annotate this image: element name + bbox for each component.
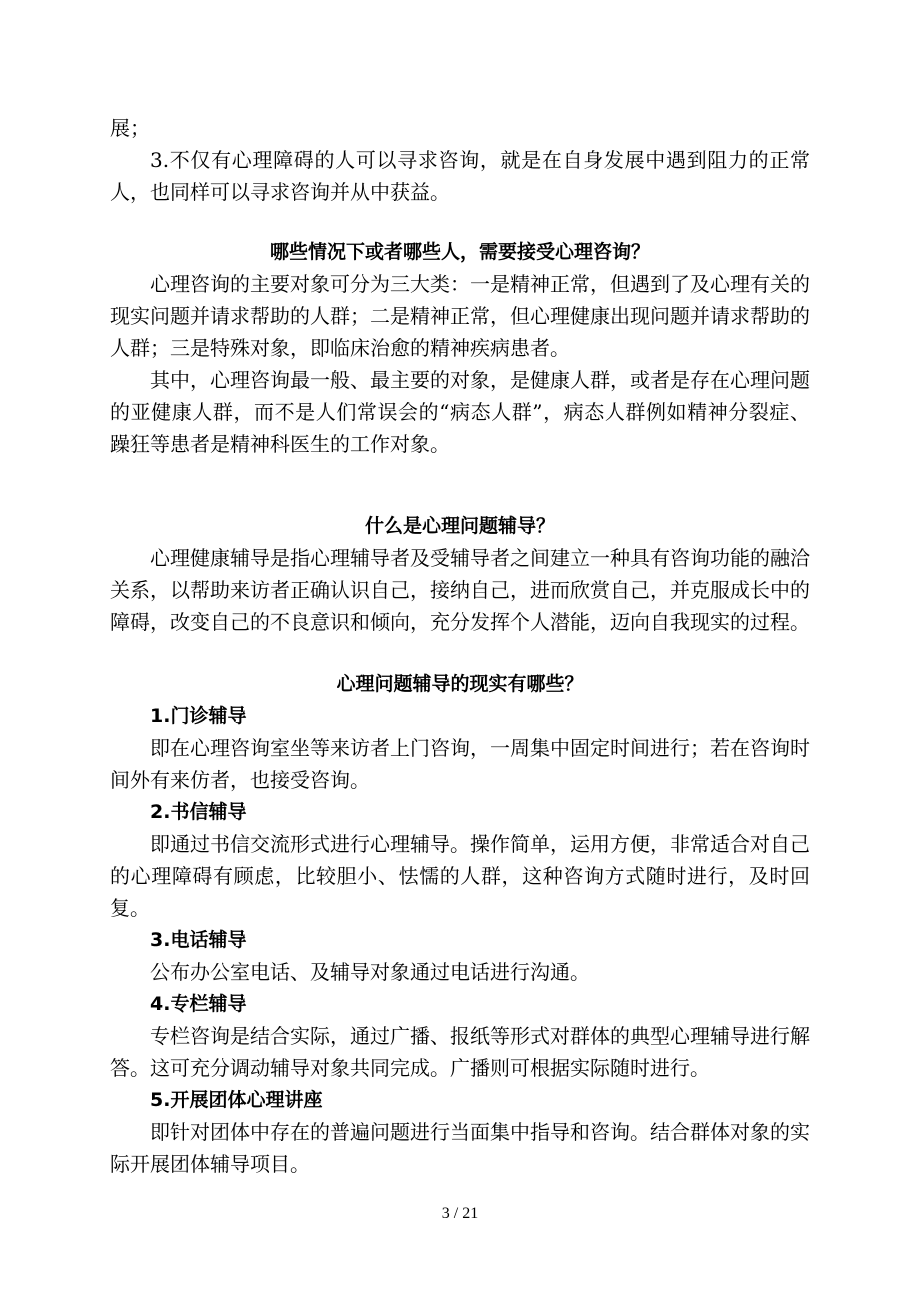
section-heading-forms: 心理问题辅导的现实有哪些？ xyxy=(336,673,584,695)
paragraph: 即针对团体中存在的普遍问题进行当面集中指导和咨询。结合群体对象的实际开展团体辅导项目。 xyxy=(110,1120,810,1176)
section-heading-what: 什么是心理问题辅导？ xyxy=(364,515,555,537)
section-heading-who: 哪些情况下或者哪些人，需要接受心理咨询？ xyxy=(269,241,650,263)
paragraph: 即在心理咨询室坐等来访者上门咨询，一周集中固定时间进行；若在咨询时间外有来仿者，也接受咨询。 xyxy=(110,736,810,792)
paragraph: 其中，心理咨询最一般、最主要的对象，是健康人群，或者是存在心理问题的亚健康人群，而不是人们常误会的“病态人群”，病态人群例如精神分裂症、躁狂等患者是精神科医生的工作对象。 xyxy=(110,368,810,456)
subheading-letter: 2.书信辅导 xyxy=(150,801,247,823)
document-page xyxy=(110,112,810,1180)
continuation-text: 展； xyxy=(110,116,150,140)
subheading-clinic: 1.门诊辅导 xyxy=(150,705,247,727)
subheading-column: 4.专栏辅导 xyxy=(150,993,247,1015)
list-item-3: 3.不仅有心理障碍的人可以寻求咨询，就是在自身发展中遇到阻力的正常人，也同样可以寻求咨询并从中获益。 xyxy=(110,148,810,204)
subheading-group-lecture: 5.开展团体心理讲座 xyxy=(150,1089,323,1111)
paragraph: 心理咨询的主要对象可分为三大类：一是精神正常，但遇到了及心理有关的现实问题并请求帮助的人群；二是精神正常，但心理健康出现问题并请求帮助的人群；三是特殊对象，即临床治愈的精神疾病患者。 xyxy=(110,272,810,360)
paragraph: 专栏咨询是结合实际，通过广播、报纸等形式对群体的典型心理辅导进行解答。这可充分调动辅导对象共同完成。广播则可根据实际随时进行。 xyxy=(110,1024,810,1080)
paragraph: 公布办公室电话、及辅导对象通过电话进行沟通。 xyxy=(150,960,590,984)
page-number: 3 / 21 xyxy=(441,1205,479,1222)
subheading-phone: 3.电话辅导 xyxy=(150,929,247,951)
paragraph: 即通过书信交流形式进行心理辅导。操作简单，运用方便，非常适合对自己的心理障碍有顾虑，比较胆小、怯懦的人群，这种咨询方式随时进行，及时回复。 xyxy=(110,832,810,920)
paragraph: 心理健康辅导是指心理辅导者及受辅导者之间建立一种具有咨询功能的融洽关系，以帮助来访者正确认识自己，接纳自己，进而欣赏自己，并克服成长中的障碍，改变自己的不良意识和倾向，充分发挥个人潜能，迈向自我现实的过程。 xyxy=(110,546,810,634)
